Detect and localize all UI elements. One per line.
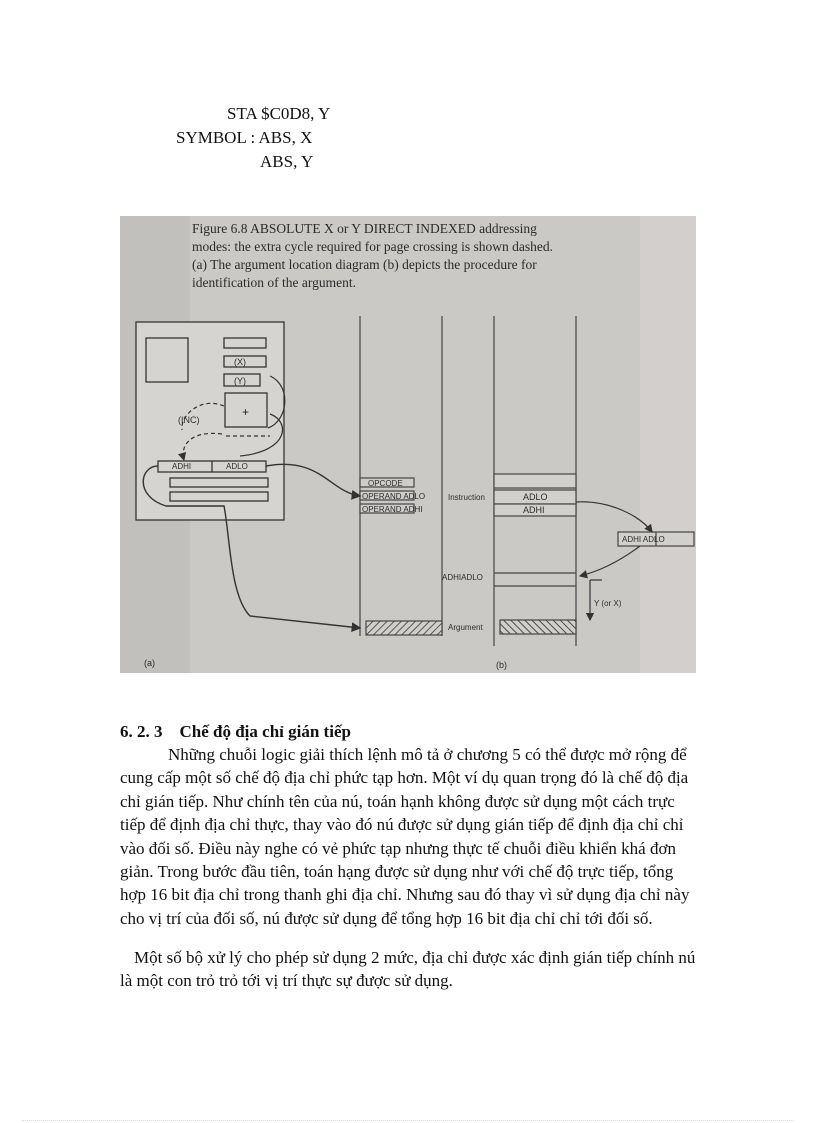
- operand-adlo-label: OPERAND ADLO: [362, 492, 426, 501]
- panel-a-label: (a): [144, 658, 155, 668]
- adlo-register-label: ADLO: [226, 462, 248, 471]
- figure-diagram: [120, 216, 696, 673]
- address-pair-label: ADHI ADLO: [622, 535, 665, 544]
- adder-plus: +: [242, 405, 250, 419]
- argument-label: Argument: [448, 623, 483, 632]
- code-line-1: STA $C0D8, Y: [227, 104, 331, 123]
- x-register-label: (X): [234, 357, 246, 367]
- code-line-2: SYMBOL : ABS, X: [176, 128, 313, 147]
- inc-label: (INC): [178, 415, 200, 425]
- adlo-cell-label: ADLO: [523, 492, 548, 502]
- body-paragraph-1: Những chuỗi logic giải thích lệnh mô tả ở chương 5 có thể được mở rộng để cung cấp một số chế độ địa chỉ phức tạp hơn. Một ví dụ quan trọng đó là chế độ địa chỉ gián tiếp. Như chính tên của nú, toán hạnh không được sử dụng một cách trực tiếp để định địa chỉ thực, thay vào đó nú được sử dụng gián tiếp để định địa chỉ chỉ vào đối số. Điều này nghe có vẻ phức tạp nhưng thực tế chuỗi điều khiển khá đơn giản. Trong bước đầu tiên, toán hạng được sử dụng như với chế độ trực tiếp, tổng hợp 16 bit địa chỉ trong thanh ghi địa chỉ. Nhưng sau đó thay vì sử dụng địa chỉ này cho vị trí của đối số, nú được sử dụng để tổng hợp 16 bit địa chỉ chỉ tới đối số.: [120, 745, 690, 928]
- offset-label: Y (or X): [594, 599, 622, 608]
- operand-adhi-label: OPERAND ADHI: [362, 505, 423, 514]
- adhiadlo-label: ADHIADLO: [442, 573, 483, 582]
- cpu-block: [136, 322, 284, 520]
- instruction-label: Instruction: [448, 493, 485, 502]
- y-register-label: (Y): [234, 376, 246, 386]
- caption-line-1: Figure 6.8 ABSOLUTE X or Y DIRECT INDEXED addressing: [192, 221, 537, 236]
- caption-line-2: modes: the extra cycle required for page crossing is shown dashed.: [192, 239, 554, 254]
- code-line-3: ABS, Y: [260, 152, 314, 171]
- opcode-label: OPCODE: [368, 479, 403, 488]
- section-heading: 6. 2. 3 Chế độ địa chỉ gián tiếp: [120, 722, 351, 741]
- adhi-cell-label: ADHI: [523, 505, 545, 515]
- body-paragraph-2: Một số bộ xử lý cho phép sử dụng 2 mức, địa chỉ được xác định gián tiếp chính nú là một con trỏ trỏ tới vị trí thực sự được sử dụng.: [120, 948, 696, 991]
- footer-divider: [22, 1120, 794, 1121]
- caption-line-4: identification of the argument.: [192, 275, 356, 290]
- figure-6-8-scan: [120, 216, 696, 673]
- panel-b-label: (b): [496, 660, 507, 670]
- adhi-register-label: ADHI: [172, 462, 192, 471]
- caption-line-3: (a) The argument location diagram (b) depicts the procedure for: [192, 257, 537, 272]
